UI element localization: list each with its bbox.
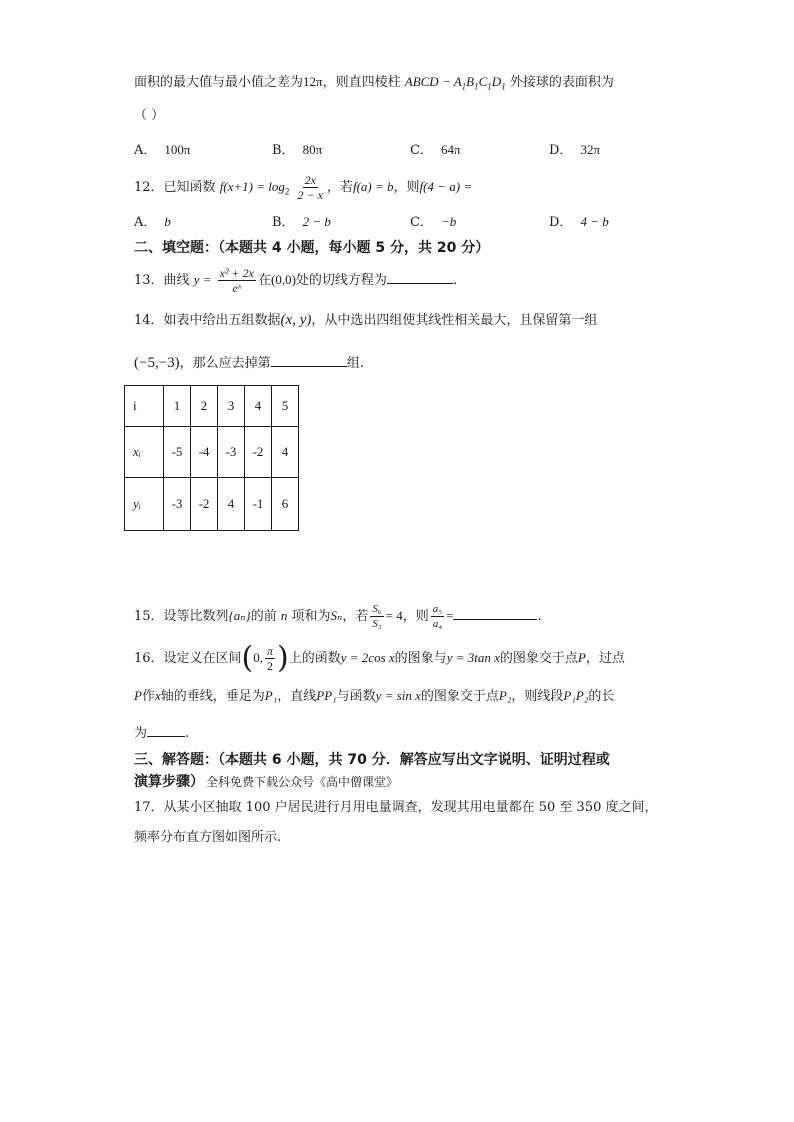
- q15-text-c: ，若: [342, 609, 369, 624]
- q16-text-l: 为: [134, 726, 148, 741]
- q11-option-b: [272, 140, 322, 161]
- q16-text-k: 的长: [588, 689, 615, 704]
- q16-line-pp1: PP₁: [316, 688, 337, 703]
- table-cell: -5: [164, 427, 191, 478]
- option-text: b: [164, 214, 171, 229]
- option-text: −b: [440, 214, 457, 229]
- q13-number: 13．曲线: [134, 273, 190, 288]
- q12-function: f(x+1) = log: [219, 179, 285, 194]
- q16-text-g: ，直线: [277, 689, 317, 704]
- q13-y: y =: [193, 272, 212, 287]
- q15-eq: =: [446, 608, 454, 623]
- q16-text-h: 与函数: [336, 689, 376, 704]
- option-letter: A．: [134, 215, 157, 230]
- option-letter: D．: [549, 143, 573, 158]
- table-cell: 2: [191, 386, 218, 427]
- q13-rest: 处的切线方程为: [295, 273, 387, 288]
- option-text: 100π: [164, 142, 191, 157]
- q15-text-a: 的前: [250, 609, 277, 624]
- q14-text-d: 组.: [346, 356, 364, 371]
- q12-ask-expr: f(4 − a) =: [419, 179, 473, 194]
- q12-cond: ，若: [326, 180, 353, 195]
- option-letter: C．: [410, 215, 433, 230]
- q16-point-p2: P: [134, 688, 142, 703]
- table-cell: -2: [245, 427, 272, 478]
- q12-option-d: [549, 212, 609, 233]
- q15-eq4: = 4: [385, 608, 403, 623]
- q16-text-f: 轴的垂线，垂足为: [160, 689, 265, 704]
- frac-numerator: S₆: [372, 603, 382, 615]
- q15-end: .: [537, 609, 542, 624]
- table-cell: -1: [245, 478, 272, 531]
- prism-text: ABCD − A: [404, 74, 462, 89]
- q13-point: (0,0): [271, 272, 296, 287]
- q11-text-c: 外接球的表面积为: [509, 75, 614, 90]
- q12-fraction: [296, 173, 325, 202]
- section-3-heading: 三、解答题：（本题共 6 小题，共 70 分．解答应写出文字说明、证明过程或: [134, 752, 610, 768]
- table-cell: i: [125, 386, 164, 427]
- q17-line2: [134, 828, 281, 848]
- q13-stem: [134, 262, 457, 299]
- q11-text-b: ，则直四棱柱: [322, 75, 401, 90]
- q16-interval-end: [265, 644, 275, 673]
- q11-option-a: [134, 140, 190, 161]
- option-text: 32π: [580, 142, 601, 157]
- frac-numerator: x² + 2x: [219, 266, 254, 280]
- frac-denominator: eˣ: [232, 281, 242, 295]
- q12-option-a: [134, 212, 171, 233]
- q16-line3: [134, 722, 189, 744]
- option-text: 4 − b: [580, 214, 609, 229]
- table-cell: 4: [218, 478, 245, 531]
- q15-stem: [134, 598, 542, 635]
- q16-x: x: [154, 688, 161, 703]
- q16-text-e: 作: [141, 689, 155, 704]
- option-text: 80π: [302, 142, 323, 157]
- q15-number: 15．设等比数列: [134, 609, 229, 624]
- q14-line2: [134, 352, 364, 374]
- q15-n: n: [280, 608, 288, 623]
- table-cell: -4: [191, 427, 218, 478]
- q15-ratio-a: [431, 602, 444, 631]
- frac-denominator: 2 − x: [297, 188, 323, 202]
- q15-answer-blank: [453, 605, 537, 620]
- q14-first-point: (−5,−3): [134, 355, 180, 371]
- q13-answer-blank: [387, 269, 453, 284]
- table-cell: 3: [218, 386, 245, 427]
- q11-diff-value: 12π: [303, 74, 323, 89]
- section-2-heading: 二、填空题：（本题共 4 小题，每小题 5 分，共 20 分）: [134, 240, 490, 256]
- option-letter: D．: [549, 215, 573, 230]
- option-letter: A．: [134, 143, 157, 158]
- q15-sn: Sₙ: [330, 608, 343, 623]
- q12-option-c: [410, 212, 456, 233]
- q16-text-j: ，则线段: [511, 689, 564, 704]
- q16-answer-blank: [147, 722, 185, 737]
- q12-option-b: [272, 212, 331, 233]
- table-cell: xᵢ: [125, 427, 164, 478]
- q16-line2: [134, 686, 614, 707]
- q13-end: .: [452, 273, 458, 288]
- q14-text-c: ，那么应去掉第: [179, 356, 271, 371]
- table-cell: -3: [164, 478, 191, 531]
- q16-point-p1: P₁: [264, 688, 278, 703]
- table-cell: -2: [191, 478, 218, 531]
- table-row: [125, 427, 299, 478]
- frac-numerator: 2x: [304, 173, 316, 187]
- q16-text-a: 上的函数: [288, 651, 341, 666]
- q16-point-p: P: [577, 650, 586, 665]
- frac-numerator: π: [267, 644, 274, 658]
- q12-ask: ，则: [393, 180, 420, 195]
- table-cell: 6: [272, 478, 299, 531]
- option-text: 64π: [440, 142, 461, 157]
- table-row: [125, 478, 299, 531]
- q16-text-i: 的图象交于点: [420, 689, 499, 704]
- q11-line1: [134, 72, 614, 97]
- table-cell: 4: [272, 427, 299, 478]
- q16-number: 16．设定义在区间: [134, 651, 242, 666]
- q15-text-d: ，则: [402, 609, 429, 624]
- table-cell: yᵢ: [125, 478, 164, 531]
- section-3-heading-cont: [134, 772, 398, 793]
- q16-interval-start: 0,: [253, 650, 264, 665]
- table-cell: 5: [272, 386, 299, 427]
- q16-point-p2b: P₂: [498, 688, 512, 703]
- q13-at: 在: [257, 273, 271, 288]
- q16-text-c: 的图象交于点: [499, 651, 578, 666]
- q12-number: 12．已知函数: [134, 180, 216, 195]
- q14-line1: [134, 310, 597, 331]
- option-letter: B．: [272, 143, 295, 158]
- table-cell: 4: [245, 386, 272, 427]
- q11-option-d: [549, 140, 600, 161]
- download-note: 全科免费下载公众号《高中僧课堂》: [206, 775, 399, 789]
- section-3-heading-line2: 演算步骤）: [134, 774, 204, 790]
- q13-fraction: [218, 266, 256, 295]
- frac-denominator: a₄: [432, 618, 443, 630]
- q16-segment: P₁P₂: [563, 688, 589, 703]
- q15-ratio-s: [370, 602, 383, 631]
- option-text: 2 − b: [302, 214, 331, 229]
- q15-text-b: 项和为: [291, 609, 331, 624]
- q14-pair: (x, y): [280, 312, 312, 328]
- q16-func-tan: y = 3tan x: [446, 650, 500, 665]
- table-cell: 1: [164, 386, 191, 427]
- option-letter: B．: [272, 215, 295, 230]
- q16-text-b: 的图象与: [394, 651, 447, 666]
- q16-func-cos: y = 2cos x: [340, 650, 395, 665]
- q15-sequence: {aₙ}: [228, 608, 251, 623]
- q12-stem: [134, 170, 472, 209]
- log-base: 2: [284, 186, 290, 197]
- frac-denominator: 2: [267, 659, 274, 673]
- table-cell: -3: [218, 427, 245, 478]
- frac-denominator: S₃: [372, 618, 382, 630]
- q11-text-a: 面积的最大值与最小值之差为: [134, 75, 304, 90]
- q11-answer-paren: [134, 106, 164, 126]
- q11-paren: （ ）: [134, 108, 165, 123]
- right-paren-icon: ): [277, 640, 289, 676]
- q14-text-a: 14．如表中给出五组数据: [134, 313, 281, 328]
- table-row: [125, 386, 299, 427]
- option-letter: C．: [410, 143, 433, 158]
- q16-end: .: [185, 726, 190, 741]
- q11-option-c: [410, 140, 461, 161]
- left-paren-icon: (: [241, 640, 254, 676]
- q14-answer-blank: [271, 352, 347, 367]
- q16-func-sin: y = sin x: [375, 688, 421, 703]
- q17-text-a: 17．从某小区抽取 100 户居民进行月用电量调查，发现其用电量都在 50 至 350 度之间，: [134, 800, 658, 815]
- q14-data-table: [124, 385, 299, 531]
- q12-cond-expr: f(a) = b: [352, 179, 394, 194]
- q17-text-b: 频率分布直方图如图所示.: [134, 830, 282, 845]
- frac-numerator: a₅: [432, 603, 443, 615]
- q17-line1: [134, 798, 658, 818]
- q16-line1: [134, 638, 625, 679]
- q14-text-b: ，从中选出四组使其线性相关最大，且保留第一组: [311, 313, 598, 328]
- prism-label: ABCD − $A_1B_1C_1D_1$: [404, 74, 506, 92]
- q16-text-d: ，过点: [585, 651, 625, 666]
